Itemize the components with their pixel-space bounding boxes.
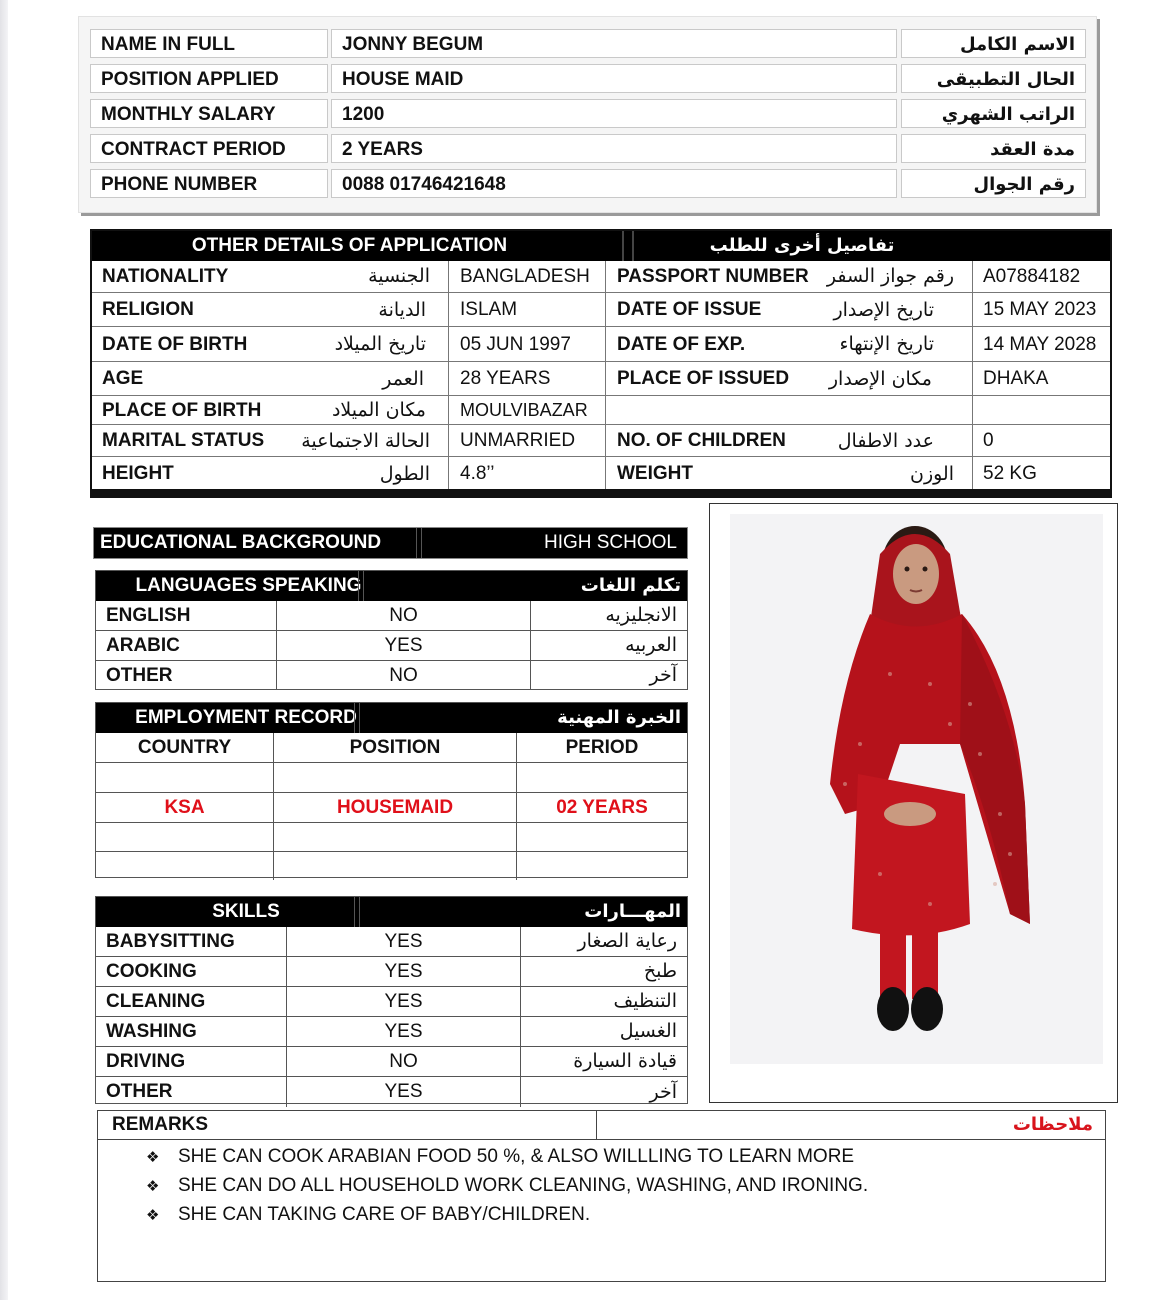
remarks-list	[146, 1143, 868, 1230]
identity-value: 0088 01746421648	[331, 169, 897, 198]
details-row	[92, 424, 1110, 457]
identity-label: NAME IN FULL	[90, 29, 328, 58]
employment-title-ar: الخبرة المهنية	[557, 707, 681, 728]
language-row	[96, 601, 687, 630]
applicant-photo-frame	[709, 503, 1118, 1103]
identity-label: MONTHLY SALARY	[90, 99, 328, 128]
remarks-header	[98, 1111, 1105, 1140]
other-details-header	[92, 231, 1110, 261]
languages-title-ar: تكلم اللغات	[580, 575, 681, 596]
detail-label-ar: الحالة الاجتماعية	[301, 430, 430, 452]
employment-title: EMPLOYMENT RECORD	[135, 707, 357, 728]
employment-country: KSA	[164, 797, 205, 818]
detail-label: MARITAL STATUS	[102, 430, 265, 451]
column-country: COUNTRY	[137, 737, 232, 758]
language-label-ar: آخر	[530, 661, 687, 690]
identity-value: 2 YEARS	[331, 134, 897, 163]
employment-position	[273, 763, 516, 792]
detail-label-2-ar: رقم جواز السفر	[826, 265, 954, 287]
identity-row-contract	[90, 134, 1090, 165]
detail-label-2: NO. OF CHILDREN	[617, 430, 786, 451]
detail-label-2: PASSPORT NUMBER	[617, 266, 809, 287]
identity-label: POSITION APPLIED	[90, 64, 328, 93]
detail-value-2: A07884182	[983, 266, 1081, 287]
detail-label: HEIGHT	[102, 463, 174, 484]
remark-text: SHE CAN COOK ARABIAN FOOD 50 %, & ALSO WILLLING TO LEARN MORE	[178, 1146, 855, 1167]
other-details-title: OTHER DETAILS OF APPLICATION	[191, 235, 508, 256]
skill-label: WASHING	[106, 1021, 197, 1042]
skills-table	[95, 896, 688, 1104]
employment-position	[273, 852, 516, 880]
language-row	[96, 660, 687, 690]
skill-label-ar: آخر	[520, 1077, 687, 1107]
skill-value: YES	[286, 957, 520, 986]
language-label-ar: الانجليزيه	[530, 601, 687, 630]
employment-country	[96, 763, 273, 792]
skill-label-ar: رعاية الصغار	[520, 927, 687, 956]
employment-position: HOUSEMAID	[273, 793, 516, 822]
header-divider	[416, 528, 422, 558]
remark-text: SHE CAN DO ALL HOUSEHOLD WORK CLEANING, WASHING, AND IRONING.	[178, 1175, 869, 1196]
language-value: NO	[276, 601, 530, 630]
remarks-title-ar: ملاحظات	[1012, 1114, 1093, 1135]
skill-label-ar: الغسيل	[520, 1017, 687, 1046]
employment-period	[516, 823, 687, 851]
languages-header	[96, 571, 687, 601]
detail-value: BANGLADESH	[460, 266, 590, 287]
employment-columns	[96, 733, 687, 762]
diamond-bullet-icon: ❖	[146, 1149, 160, 1166]
other-details-table	[90, 229, 1112, 497]
language-value: NO	[276, 661, 530, 690]
identity-label-ar: الحال التطبيقى	[901, 64, 1086, 93]
remarks-title: REMARKS	[112, 1114, 209, 1135]
language-row	[96, 630, 687, 660]
education-value: HIGH SCHOOL	[543, 532, 677, 553]
employment-country	[96, 852, 273, 880]
detail-label-2: DATE OF ISSUE	[617, 299, 762, 320]
remark-item	[146, 1143, 868, 1172]
detail-label-2-ar: الوزن	[909, 463, 954, 485]
detail-label: AGE	[102, 368, 144, 389]
languages-table	[95, 570, 688, 690]
skill-label: COOKING	[106, 961, 197, 982]
employment-period	[516, 763, 687, 792]
skill-row	[96, 1046, 687, 1076]
identity-value: HOUSE MAID	[331, 64, 897, 93]
identity-label-ar: الاسم الكامل	[901, 29, 1086, 58]
details-row	[92, 361, 1110, 396]
detail-value-2: 52 KG	[983, 463, 1037, 484]
identity-label: PHONE NUMBER	[90, 169, 328, 198]
other-details-title-ar: تفاصيل أخرى للطلب	[709, 235, 895, 256]
skill-row	[96, 1016, 687, 1046]
employment-row	[96, 822, 687, 851]
details-row	[92, 456, 1110, 491]
page-edge	[0, 0, 8, 1300]
employment-row	[96, 851, 687, 880]
detail-label-2: PLACE OF ISSUED	[617, 368, 790, 389]
employment-country	[96, 823, 273, 851]
details-row	[92, 292, 1110, 327]
diamond-bullet-icon: ❖	[146, 1178, 160, 1195]
employment-position	[273, 823, 516, 851]
detail-label-2: WEIGHT	[617, 463, 693, 484]
detail-label-2: DATE OF EXP.	[617, 334, 746, 355]
skill-label: OTHER	[106, 1081, 173, 1102]
detail-value: 28 YEARS	[460, 368, 551, 389]
employment-period: 02 YEARS	[516, 793, 687, 822]
column-position: POSITION	[273, 733, 516, 762]
details-row	[92, 395, 1110, 425]
detail-label: RELIGION	[102, 299, 194, 320]
header-divider	[354, 897, 360, 927]
skill-row	[96, 956, 687, 986]
detail-label-ar: تاريخ الميلاد	[334, 333, 426, 355]
header-divider	[354, 703, 360, 733]
language-label: ARABIC	[106, 635, 180, 656]
header-divider	[358, 571, 364, 601]
remark-item	[146, 1172, 868, 1201]
details-row	[92, 261, 1110, 292]
identity-row-salary	[90, 99, 1090, 130]
language-label: ENGLISH	[106, 605, 191, 626]
applicant-portrait-icon	[730, 514, 1103, 1064]
skill-label-ar: قيادة السيارة	[520, 1047, 687, 1076]
skill-value: YES	[286, 927, 520, 956]
detail-label: PLACE OF BIRTH	[102, 400, 262, 421]
employment-table	[95, 702, 688, 878]
languages-title: LANGUAGES SPEAKING	[135, 575, 362, 596]
detail-label-2-ar: عدد الاطفال	[837, 430, 934, 452]
skill-value: YES	[286, 987, 520, 1016]
detail-value: ISLAM	[460, 299, 518, 320]
employment-period	[516, 852, 687, 880]
language-label: OTHER	[106, 665, 173, 686]
identity-label-ar: الراتب الشهري	[901, 99, 1086, 128]
detail-label: DATE OF BIRTH	[102, 334, 248, 355]
language-label-ar: العربيه	[530, 631, 687, 660]
skill-value: NO	[286, 1047, 520, 1076]
employment-row	[96, 792, 687, 822]
detail-label-ar: الجنسية	[368, 265, 430, 287]
detail-label-ar: الطول	[379, 463, 430, 485]
language-value: YES	[276, 631, 530, 660]
details-bottom-bar	[90, 489, 1112, 498]
detail-value-2: DHAKA	[983, 368, 1049, 389]
educational-background	[93, 527, 688, 559]
details-row	[92, 326, 1110, 362]
skill-label-ar: التنظيف	[520, 987, 687, 1016]
detail-label-ar: مكان الميلاد	[331, 399, 426, 421]
detail-value: MOULVIBAZAR	[460, 400, 588, 420]
skill-row	[96, 927, 687, 956]
identity-label-ar: رقم الجوال	[901, 169, 1086, 198]
skills-header	[96, 897, 687, 927]
skill-value: YES	[286, 1017, 520, 1046]
detail-value-2: 0	[983, 430, 994, 451]
detail-label-2-ar: تاريخ الإصدار	[833, 299, 934, 321]
skill-value: YES	[286, 1077, 520, 1107]
detail-label-2-ar: تاريخ الإنتهاء	[839, 333, 934, 355]
remark-item	[146, 1201, 868, 1230]
remark-text: SHE CAN TAKING CARE OF BABY/CHILDREN.	[178, 1204, 591, 1225]
detail-label-2-ar: مكان الإصدار	[828, 368, 932, 390]
header-divider	[596, 1111, 597, 1139]
detail-label-ar: العمر	[382, 368, 424, 390]
detail-value: UNMARRIED	[460, 430, 576, 451]
identity-value: 1200	[331, 99, 897, 128]
detail-value-2: 14 MAY 2028	[983, 334, 1097, 355]
education-label: EDUCATIONAL BACKGROUND	[100, 532, 382, 553]
employment-row	[96, 762, 687, 792]
detail-value: 05 JUN 1997	[460, 334, 571, 355]
skill-row	[96, 1076, 687, 1107]
column-period: PERIOD	[516, 733, 687, 762]
applicant-photo	[730, 514, 1103, 1064]
skill-label: CLEANING	[106, 991, 206, 1012]
identity-row-phone	[90, 169, 1090, 200]
identity-value: JONNY BEGUM	[331, 29, 897, 58]
skill-label: BABYSITTING	[106, 931, 235, 952]
detail-label-ar: الديانة	[378, 299, 426, 321]
skills-title-ar: المهـــارات	[584, 901, 681, 922]
identity-label-ar: مدة العقد	[901, 134, 1086, 163]
employment-header	[96, 703, 687, 733]
detail-value-2: 15 MAY 2023	[983, 299, 1097, 320]
identity-row-name	[90, 29, 1090, 60]
detail-label: NATIONALITY	[102, 266, 229, 287]
identity-box	[78, 16, 1097, 213]
identity-row-position	[90, 64, 1090, 95]
skills-title: SKILLS	[212, 901, 280, 922]
skill-label-ar: طبخ	[520, 957, 687, 986]
diamond-bullet-icon: ❖	[146, 1207, 160, 1224]
skill-label: DRIVING	[106, 1051, 186, 1072]
identity-label: CONTRACT PERIOD	[90, 134, 328, 163]
skill-row	[96, 986, 687, 1016]
remarks-box	[97, 1110, 1106, 1282]
detail-value: 4.8’’	[460, 463, 495, 484]
